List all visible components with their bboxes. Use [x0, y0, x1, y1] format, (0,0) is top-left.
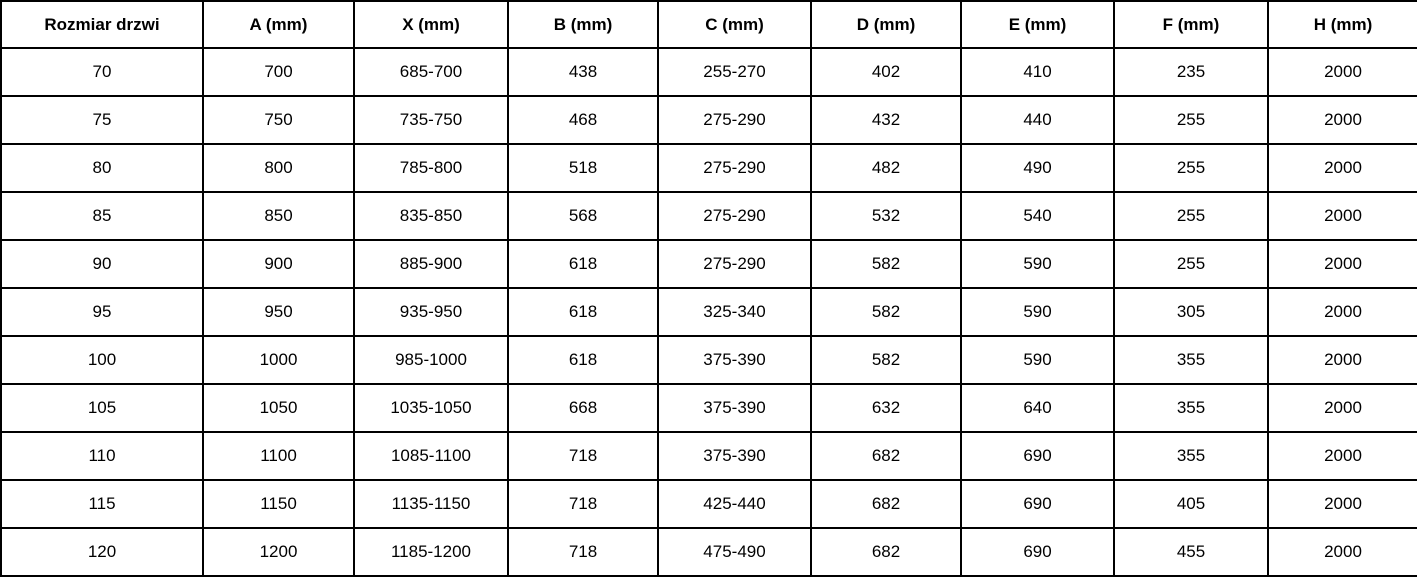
table-row — [1, 480, 1417, 528]
table-cell: 468 — [508, 96, 658, 144]
table-cell: 375-390 — [658, 384, 811, 432]
table-row — [1, 48, 1417, 96]
table-cell: 275-290 — [658, 240, 811, 288]
table-cell: 1185-1200 — [354, 528, 508, 576]
header-row — [1, 1, 1417, 48]
table-cell: 275-290 — [658, 144, 811, 192]
table-cell: 75 — [1, 96, 203, 144]
table-cell: 115 — [1, 480, 203, 528]
table-cell: 1200 — [203, 528, 354, 576]
table-cell: 618 — [508, 240, 658, 288]
table-cell: 2000 — [1268, 480, 1417, 528]
table-cell: 640 — [961, 384, 1114, 432]
table-cell: 1050 — [203, 384, 354, 432]
table-cell: 568 — [508, 192, 658, 240]
table-cell: 402 — [811, 48, 961, 96]
table-cell: 618 — [508, 336, 658, 384]
table-cell: 582 — [811, 240, 961, 288]
table-cell: 275-290 — [658, 96, 811, 144]
table-cell: 690 — [961, 480, 1114, 528]
table-cell: 255 — [1114, 96, 1268, 144]
table-cell: 690 — [961, 528, 1114, 576]
table-row — [1, 288, 1417, 336]
table-cell: 2000 — [1268, 240, 1417, 288]
table-cell: 532 — [811, 192, 961, 240]
table-row — [1, 240, 1417, 288]
table-row — [1, 192, 1417, 240]
table-cell: 735-750 — [354, 96, 508, 144]
table-cell: 355 — [1114, 336, 1268, 384]
table-cell: 750 — [203, 96, 354, 144]
table-cell: 900 — [203, 240, 354, 288]
table-cell: 70 — [1, 48, 203, 96]
table-cell: 255 — [1114, 192, 1268, 240]
column-header: E (mm) — [961, 1, 1114, 48]
table-cell: 475-490 — [658, 528, 811, 576]
table-cell: 1135-1150 — [354, 480, 508, 528]
column-header: D (mm) — [811, 1, 961, 48]
table-row — [1, 144, 1417, 192]
table-cell: 718 — [508, 432, 658, 480]
table-cell: 885-900 — [354, 240, 508, 288]
table-row — [1, 384, 1417, 432]
table-cell: 1035-1050 — [354, 384, 508, 432]
column-header: B (mm) — [508, 1, 658, 48]
table-cell: 490 — [961, 144, 1114, 192]
table-cell: 120 — [1, 528, 203, 576]
column-header: Rozmiar drzwi — [1, 1, 203, 48]
table-cell: 2000 — [1268, 144, 1417, 192]
table-cell: 682 — [811, 480, 961, 528]
table-cell: 682 — [811, 528, 961, 576]
table-cell: 950 — [203, 288, 354, 336]
table-cell: 2000 — [1268, 384, 1417, 432]
table-cell: 1085-1100 — [354, 432, 508, 480]
table-row — [1, 336, 1417, 384]
table-cell: 235 — [1114, 48, 1268, 96]
table-cell: 582 — [811, 288, 961, 336]
table-cell: 90 — [1, 240, 203, 288]
table-cell: 105 — [1, 384, 203, 432]
table-cell: 718 — [508, 528, 658, 576]
table-cell: 275-290 — [658, 192, 811, 240]
table-cell: 690 — [961, 432, 1114, 480]
column-header: H (mm) — [1268, 1, 1417, 48]
table-cell: 2000 — [1268, 48, 1417, 96]
table-cell: 440 — [961, 96, 1114, 144]
table-cell: 590 — [961, 288, 1114, 336]
table-cell: 255 — [1114, 240, 1268, 288]
column-header: A (mm) — [203, 1, 354, 48]
table-cell: 375-390 — [658, 432, 811, 480]
table-cell: 700 — [203, 48, 354, 96]
table-cell: 800 — [203, 144, 354, 192]
table-cell: 835-850 — [354, 192, 508, 240]
table-cell: 255 — [1114, 144, 1268, 192]
table-cell: 438 — [508, 48, 658, 96]
table-row — [1, 96, 1417, 144]
table-cell: 718 — [508, 480, 658, 528]
table-cell: 85 — [1, 192, 203, 240]
table-cell: 95 — [1, 288, 203, 336]
table-cell: 432 — [811, 96, 961, 144]
table-cell: 618 — [508, 288, 658, 336]
table-cell: 2000 — [1268, 96, 1417, 144]
table-body — [1, 48, 1417, 576]
table-cell: 582 — [811, 336, 961, 384]
table-cell: 355 — [1114, 432, 1268, 480]
table-cell: 325-340 — [658, 288, 811, 336]
table-cell: 785-800 — [354, 144, 508, 192]
table-cell: 375-390 — [658, 336, 811, 384]
table-cell: 682 — [811, 432, 961, 480]
table-cell: 410 — [961, 48, 1114, 96]
table-cell: 2000 — [1268, 528, 1417, 576]
table-cell: 425-440 — [658, 480, 811, 528]
table-cell: 1000 — [203, 336, 354, 384]
table-cell: 355 — [1114, 384, 1268, 432]
table-cell: 305 — [1114, 288, 1268, 336]
table-cell: 590 — [961, 336, 1114, 384]
table-cell: 685-700 — [354, 48, 508, 96]
table-row — [1, 528, 1417, 576]
table-cell: 2000 — [1268, 336, 1417, 384]
table-cell: 850 — [203, 192, 354, 240]
table-cell: 455 — [1114, 528, 1268, 576]
table-cell: 405 — [1114, 480, 1268, 528]
column-header: X (mm) — [354, 1, 508, 48]
table-cell: 2000 — [1268, 288, 1417, 336]
table-cell: 935-950 — [354, 288, 508, 336]
table-cell: 2000 — [1268, 192, 1417, 240]
table-cell: 80 — [1, 144, 203, 192]
table-cell: 255-270 — [658, 48, 811, 96]
table-cell: 100 — [1, 336, 203, 384]
table-cell: 1100 — [203, 432, 354, 480]
table-cell: 668 — [508, 384, 658, 432]
table-cell: 985-1000 — [354, 336, 508, 384]
table-cell: 482 — [811, 144, 961, 192]
table-cell: 518 — [508, 144, 658, 192]
table-cell: 590 — [961, 240, 1114, 288]
table-cell: 2000 — [1268, 432, 1417, 480]
table-cell: 632 — [811, 384, 961, 432]
column-header: F (mm) — [1114, 1, 1268, 48]
column-header: C (mm) — [658, 1, 811, 48]
table-cell: 540 — [961, 192, 1114, 240]
table-cell: 110 — [1, 432, 203, 480]
table-cell: 1150 — [203, 480, 354, 528]
table-row — [1, 432, 1417, 480]
